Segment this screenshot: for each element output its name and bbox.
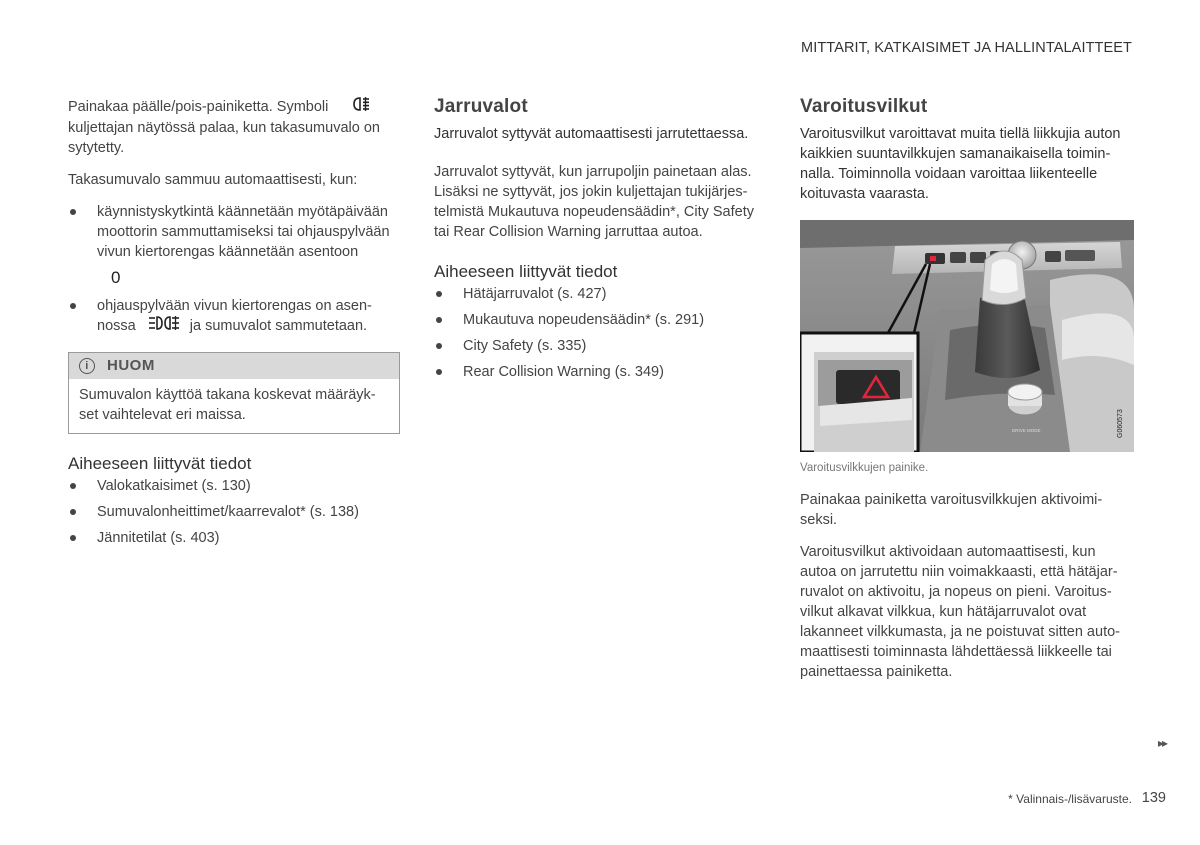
related-link[interactable]: Mukautuva nopeudensäädin* (s. 291) xyxy=(434,310,766,330)
list-item: ohjauspylvään vivun kiertorengas on asen-nossa ja sumuvalot sammutetaan. xyxy=(68,296,400,336)
rear-fog-light-icon xyxy=(352,96,370,118)
brake-lights-lead: Jarruvalot syttyvät automaattisesti jarrutettaessa. xyxy=(434,126,749,142)
column-left xyxy=(68,96,400,554)
related-info-title: Aiheeseen liittyvät tiedot xyxy=(68,454,252,474)
note-title: HUOM xyxy=(107,357,155,375)
brake-lights-title: Jarruvalot xyxy=(434,96,528,117)
ring-position-zero: 0 xyxy=(111,268,121,287)
related-list xyxy=(68,476,400,548)
figure-code: G060573 xyxy=(1117,409,1124,438)
brake-lights-body: Jarruvalot syttyvät, kun jarrupoljin painetaan alas. Lisäksi ne syttyvät, jos jokin kuljettajan tukijärjes-telmistä Mukautuva nopeudensäädin*, City Safety tai Rear Collision Warning jarruttaa autoa. xyxy=(434,164,754,240)
related-link[interactable]: Jännitetilat (s. 403) xyxy=(68,528,400,548)
column-right xyxy=(800,96,1134,694)
related-link[interactable]: Rear Collision Warning (s. 349) xyxy=(434,362,766,382)
related-link[interactable]: Sumuvalonheittimet/kaarrevalot* (s. 138) xyxy=(68,502,400,522)
footnote: * Valinnais-/lisävaruste. xyxy=(1008,792,1132,806)
double-chevron-right-icon: ▸▸ xyxy=(1157,736,1166,750)
list-item: käynnistyskytkintä käännetään myötäpäivään moottorin sammuttamiseksi tai ohjauspylvään vivun kiertorengas käännetään asentoon 0 xyxy=(68,202,400,288)
rear-fog-intro: Painakaa päälle/pois-painiketta. Symboli kuljettajan näytössä palaa, kun takasumuvalo on sytytetty. xyxy=(68,96,400,158)
hazard-lights-title: Varoitusvilkut xyxy=(800,96,928,117)
related-link[interactable]: City Safety (s. 335) xyxy=(434,336,766,356)
center-console-illustration xyxy=(800,220,1134,452)
note-header xyxy=(69,353,399,379)
hazard-para-2: Varoitusvilkut aktivoidaan automaattisesti, kun autoa on jarrutettu niin voimakkaasti, että hätäjar-ruvalot on aktivoitu, ja nopeus on pieni. Varoitus-vilkut alkavat vilkkua, kun hätäjarruvalot ovat lakanneet vilkkumasta, ja ne poistuvat sitten auto-maattisesti toiminnasta lähdettäessä liikkeelle tai painettaessa painiketta. xyxy=(800,544,1120,680)
related-link[interactable]: Hätäjarruvalot (s. 427) xyxy=(434,284,766,304)
figure-caption: Varoitusvilkkujen painike. xyxy=(800,462,929,474)
note-text: Sumuvalon käyttöä takana koskevat määräyk-set vaihtelevat eri maissa. xyxy=(79,387,376,424)
info-icon: i xyxy=(79,358,95,374)
hazard-lights-lead: Varoitusvilkut varoittavat muita tiellä liikkujia auton kaikkien suuntavilkkujen samanaikaisella toimin-nalla. Toiminnolla voidaan varoittaa liikenteelle koituvasta vaarasta. xyxy=(800,126,1121,202)
page-number: 139 xyxy=(1141,790,1166,806)
note-box xyxy=(68,352,400,434)
turnoff-conditions xyxy=(68,202,400,336)
section-header: MITTARIT, KATKAISIMET JA HALLINTALAITTEET xyxy=(801,40,1132,56)
svg-text:DRIVE MODE: DRIVE MODE xyxy=(1012,428,1041,433)
turnoff-lead: Takasumuvalo sammuu automaattisesti, kun: xyxy=(68,172,358,188)
hazard-button-figure xyxy=(800,220,1134,452)
column-middle xyxy=(434,96,766,388)
fog-lights-icon xyxy=(148,316,180,336)
related-list xyxy=(434,284,766,382)
related-info-title: Aiheeseen liittyvät tiedot xyxy=(434,262,618,281)
related-link[interactable]: Valokatkaisimet (s. 130) xyxy=(68,476,400,496)
hazard-para-1: Painakaa painiketta varoitusvilkkujen aktivoimi-seksi. xyxy=(800,492,1103,528)
